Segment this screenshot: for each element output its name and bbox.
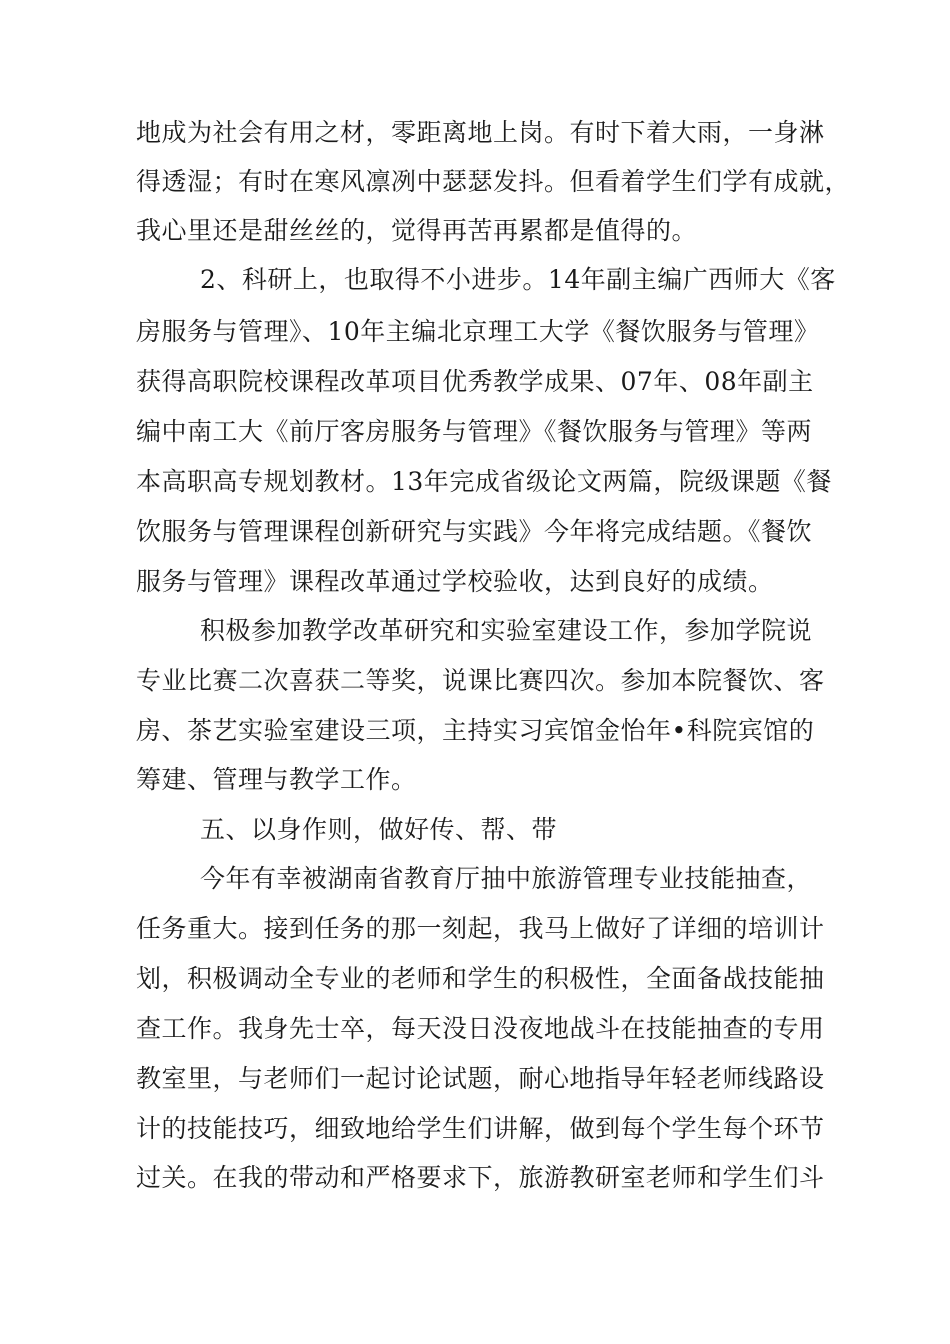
text-line: 我心里还是甜丝丝的，觉得再苦再累都是值得的。 <box>136 216 698 245</box>
text-line: 饮服务与管理课程创新研究与实践》今年将完成结题。《餐饮 <box>136 517 813 546</box>
text-line: 今年有幸被湖南省教育厅抽中旅游管理专业技能抽查， <box>200 864 813 893</box>
text-line: 房、茶艺实验室建设三项，主持实习宾馆金怡年•科院宾馆的 <box>136 716 815 745</box>
text-line: 专业比赛二次喜获二等奖，说课比赛四次。参加本院餐饮、客 <box>136 666 825 695</box>
text-line: 服务与管理》课程改革通过学校验收，达到良好的成绩。 <box>136 567 774 596</box>
text-line: 得透湿；有时在寒风凛冽中瑟瑟发抖。但看着学生们学有成就， <box>136 167 851 196</box>
text-line: 查工作。我身先士卒，每天没日没夜地战斗在技能抽查的专用 <box>136 1014 825 1043</box>
text-line: 筹建、管理与教学工作。 <box>136 765 417 794</box>
text-line: 任务重大。接到任务的那一刻起，我马上做好了详细的培训计 <box>136 914 825 943</box>
text-line: 过关。在我的带动和严格要求下，旅游教研室老师和学生们斗 <box>136 1163 825 1192</box>
section-heading: 五、以身作则，做好传、帮、带 <box>200 815 558 844</box>
text-line: 2、科研上，也取得不小进步。14年副主编广西师大《客 <box>200 265 836 294</box>
text-line: 获得高职院校课程改革项目优秀教学成果、07年、08年副主 <box>136 367 814 396</box>
text-line: 房服务与管理》、10年主编北京理工大学《餐饮服务与管理》 <box>136 317 820 346</box>
text-line: 计的技能技巧，细致地给学生们讲解，做到每个学生每个环节 <box>136 1114 825 1143</box>
text-line: 编中南工大《前厅客房服务与管理》《餐饮服务与管理》等两 <box>136 417 813 446</box>
text-line: 划，积极调动全专业的老师和学生的积极性，全面备战技能抽 <box>136 964 825 993</box>
text-line: 教室里，与老师们一起讨论试题，耐心地指导年轻老师线路设 <box>136 1064 825 1093</box>
text-line: 积极参加教学改革研究和实验室建设工作，参加学院说 <box>200 616 813 645</box>
text-line: 本高职高专规划教材。13年完成省级论文两篇，院级课题《餐 <box>136 467 832 496</box>
text-line: 地成为社会有用之材，零距离地上岗。有时下着大雨，一身淋 <box>136 118 825 147</box>
